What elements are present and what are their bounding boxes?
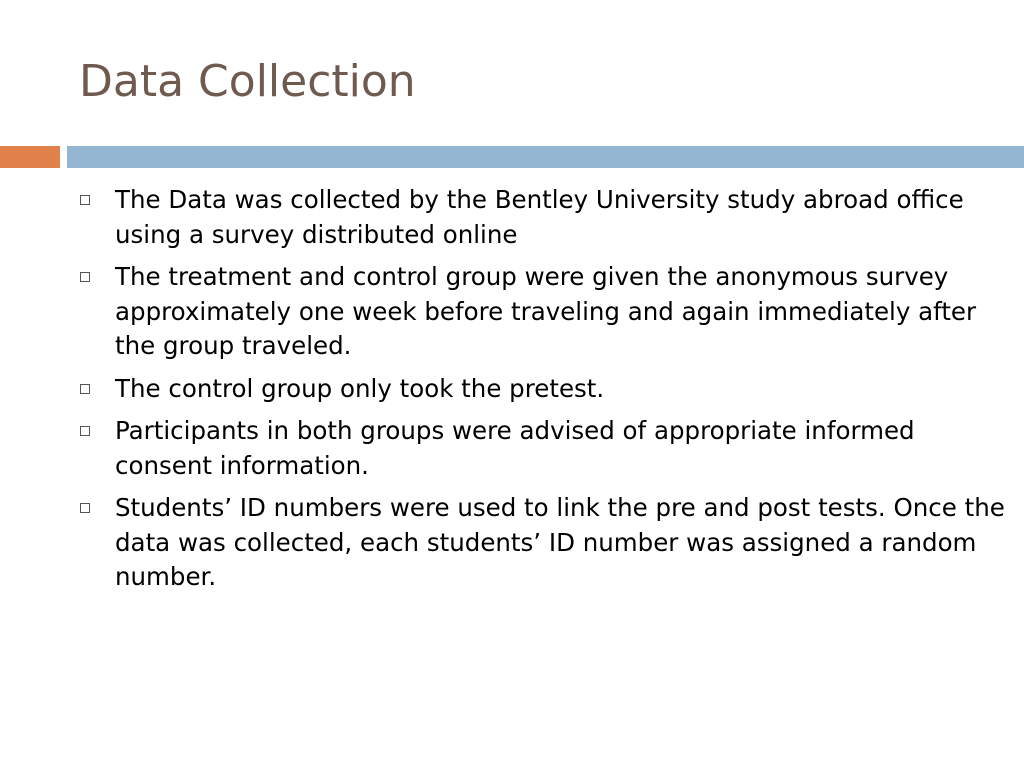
bullet-item bbox=[80, 414, 1010, 483]
hollow-square-icon bbox=[80, 426, 90, 436]
hollow-square-icon bbox=[80, 384, 90, 394]
bullet-text: Participants in both groups were advised of appropriate informed consent information. bbox=[115, 416, 915, 480]
bullet-text: The control group only took the pretest. bbox=[115, 373, 605, 403]
bullet-item bbox=[80, 372, 1010, 407]
hollow-square-icon bbox=[80, 503, 90, 513]
accent-bar-orange bbox=[0, 146, 60, 168]
bullet-item bbox=[80, 491, 1010, 595]
bullet-item bbox=[80, 260, 1010, 364]
bullet-item bbox=[80, 183, 1010, 252]
bullet-text: The treatment and control group were given the anonymous survey approximately one week before traveling and again immediately after the group traveled. bbox=[115, 262, 977, 360]
hollow-square-icon bbox=[80, 272, 90, 282]
bullet-list bbox=[80, 183, 1010, 603]
accent-bar-blue bbox=[67, 146, 1024, 168]
hollow-square-icon bbox=[80, 195, 90, 205]
slide-title: Data Collection bbox=[79, 56, 416, 107]
bullet-text: Students’ ID numbers were used to link the pre and post tests. Once the data was collected, each students’ ID number was assigned a random number. bbox=[115, 493, 1005, 591]
bullet-text: The Data was collected by the Bentley University study abroad office using a survey distributed online bbox=[115, 185, 964, 249]
